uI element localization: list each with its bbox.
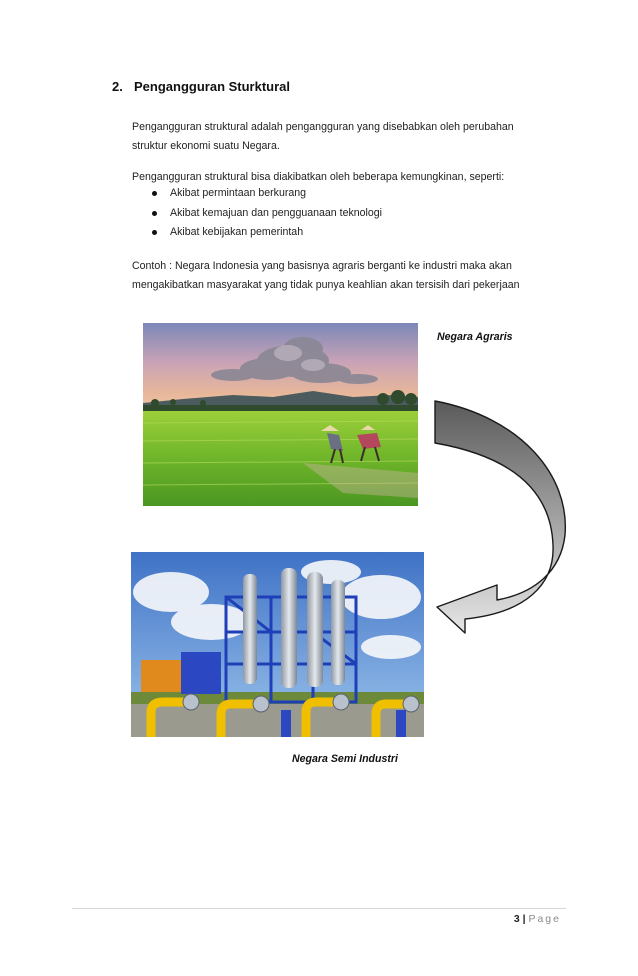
section-heading — [112, 79, 290, 94]
industrial-plant-photo — [131, 552, 424, 737]
causes-list — [150, 184, 382, 243]
section-number: 2. — [112, 79, 123, 94]
rice-field-illustration — [143, 323, 418, 506]
page-label: Page — [528, 913, 561, 925]
page-footer — [514, 913, 561, 925]
example-paragraph — [132, 257, 520, 295]
example-line-2: mengakibatkan masyarakat yang tidak punya keahlian akan tersisih dari pekerjaan — [132, 279, 520, 291]
footer-divider — [72, 908, 566, 909]
causes-intro: Pengangguran struktural bisa diakibatkan oleh beberapa kemungkinan, seperti: — [132, 171, 505, 183]
cause-item: Akibat permintaan berkurang — [150, 184, 382, 204]
section-title: Pengangguran Sturktural — [134, 79, 291, 94]
example-line-1: Contoh : Negara Indonesia yang basisnya agraris berganti ke industri maka akan — [132, 260, 512, 272]
definition-line-2: struktur ekonomi suatu Negara. — [132, 140, 280, 152]
industrial-caption: Negara Semi Industri — [292, 753, 398, 765]
agrarian-caption: Negara Agraris — [437, 331, 513, 343]
curved-arrow-icon — [425, 395, 575, 635]
rice-field-photo — [143, 323, 418, 506]
cause-item: Akibat kemajuan dan pengguanaan teknologi — [150, 204, 382, 224]
cause-item: Akibat kebijakan pemerintah — [150, 223, 382, 243]
definition-paragraph — [132, 118, 514, 156]
definition-line-1: Pengangguran struktural adalah pengangguran yang disebabkan oleh perubahan — [132, 121, 514, 133]
page-number: 3 — [513, 913, 520, 925]
industrial-plant-illustration — [131, 552, 424, 737]
footer-separator: | — [522, 913, 526, 925]
